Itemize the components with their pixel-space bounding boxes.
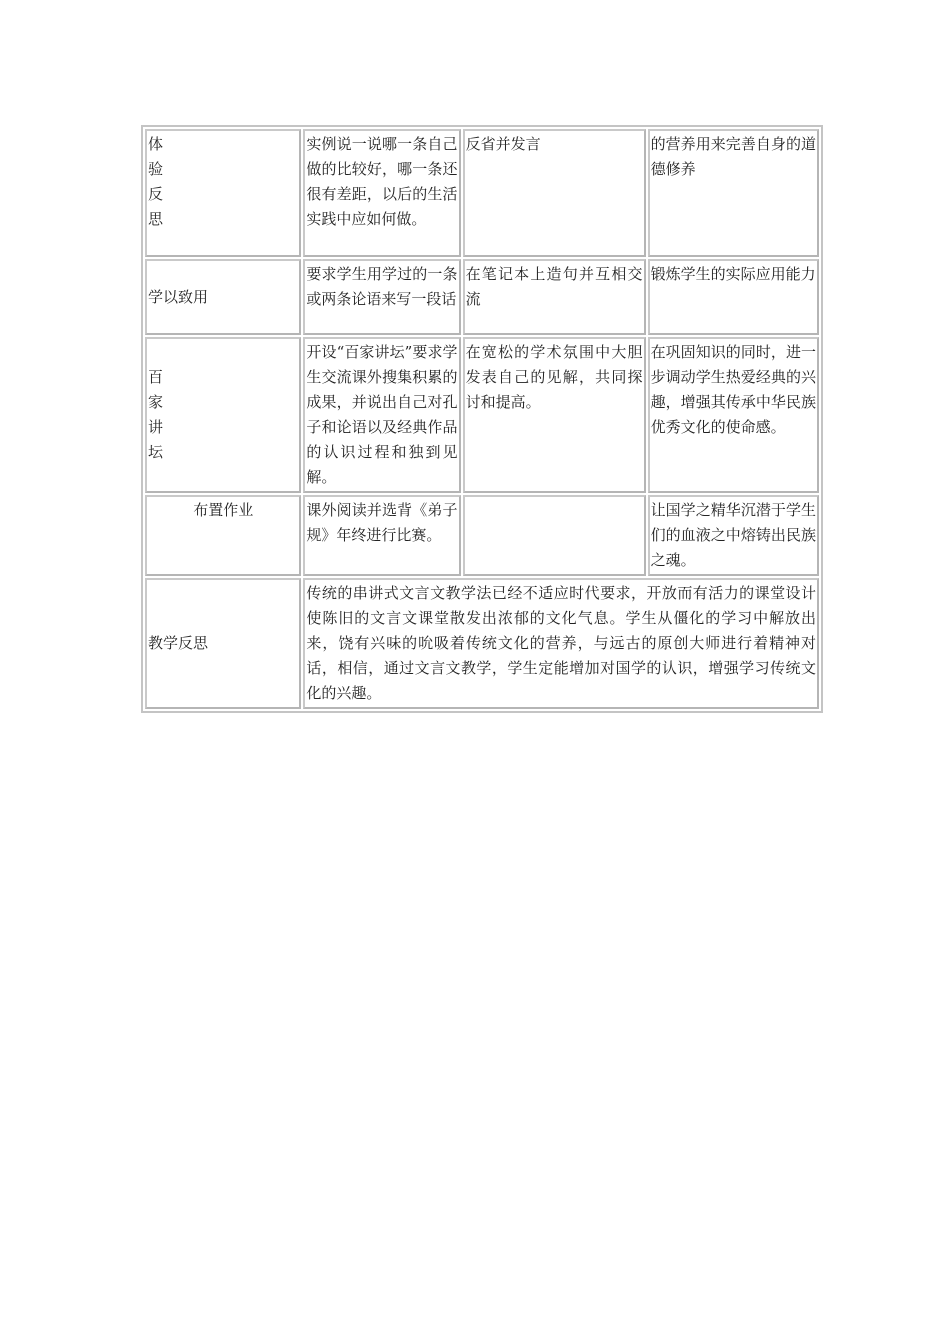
row-label-char: 反 [148, 185, 164, 203]
row-label-char: 讲 [148, 418, 164, 436]
row-label-char: 百 [148, 368, 164, 386]
student-activity-cell: 在宽松的学术氛围中大胆发表自己的见解，共同探讨和提高。 [463, 337, 646, 493]
table-row [145, 495, 819, 576]
row-label-char: 家 [148, 393, 164, 411]
table-row [145, 337, 819, 493]
row-label-cell [145, 129, 301, 257]
purpose-cell: 在巩固知识的同时，进一步调动学生热爱经典的兴趣，增强其传承中华民族优秀文化的使命感。 [648, 337, 819, 493]
row-label-char: 体 [148, 135, 164, 153]
row-label-cell [145, 337, 301, 493]
activity-cell: 开设“百家讲坛”要求学生交流课外搜集积累的成果，并说出自己对孔子和论语以及经典作品的认识过程和独到见解。 [303, 337, 460, 493]
row-label-cell: 学以致用 [145, 259, 301, 335]
row-label-char: 坛 [148, 443, 164, 461]
student-activity-cell: 反省并发言 [463, 129, 646, 257]
activity-cell: 要求学生用学过的一条或两条论语来写一段话 [303, 259, 460, 335]
table-row [145, 259, 819, 335]
row-label-char: 思 [148, 210, 164, 228]
reflection-cell: 传统的串讲式文言文教学法已经不适应时代要求，开放而有活力的课堂设计使陈旧的文言文课堂散发出浓郁的文化气息。学生从僵化的学习中解放出来，饶有兴味的吮吸着传统文化的营养，与远古的原创大师进行着精神对话，相信，通过文言文教学，学生定能增加对国学的认识，增强学习传统文化的兴趣。 [303, 578, 819, 709]
student-activity-cell [463, 495, 646, 576]
student-activity-cell: 在笔记本上造句并互相交流 [463, 259, 646, 335]
table-row [145, 129, 819, 257]
activity-cell: 实例说一说哪一条自己做的比较好，哪一条还很有差距，以后的生活实践中应如何做。 [303, 129, 460, 257]
purpose-cell: 锻炼学生的实际应用能力 [648, 259, 819, 335]
activity-cell: 课外阅读并选背《弟子规》年终进行比赛。 [303, 495, 460, 576]
row-label-char: 验 [148, 160, 164, 178]
purpose-cell: 的营养用来完善自身的道德修养 [648, 129, 819, 257]
row-label-cell: 布置作业 [145, 495, 301, 576]
row-label-cell: 教学反思 [145, 578, 301, 709]
table-row [145, 578, 819, 709]
purpose-cell: 让国学之精华沉潜于学生们的血液之中熔铸出民族之魂。 [648, 495, 819, 576]
lesson-plan-table [141, 125, 823, 713]
